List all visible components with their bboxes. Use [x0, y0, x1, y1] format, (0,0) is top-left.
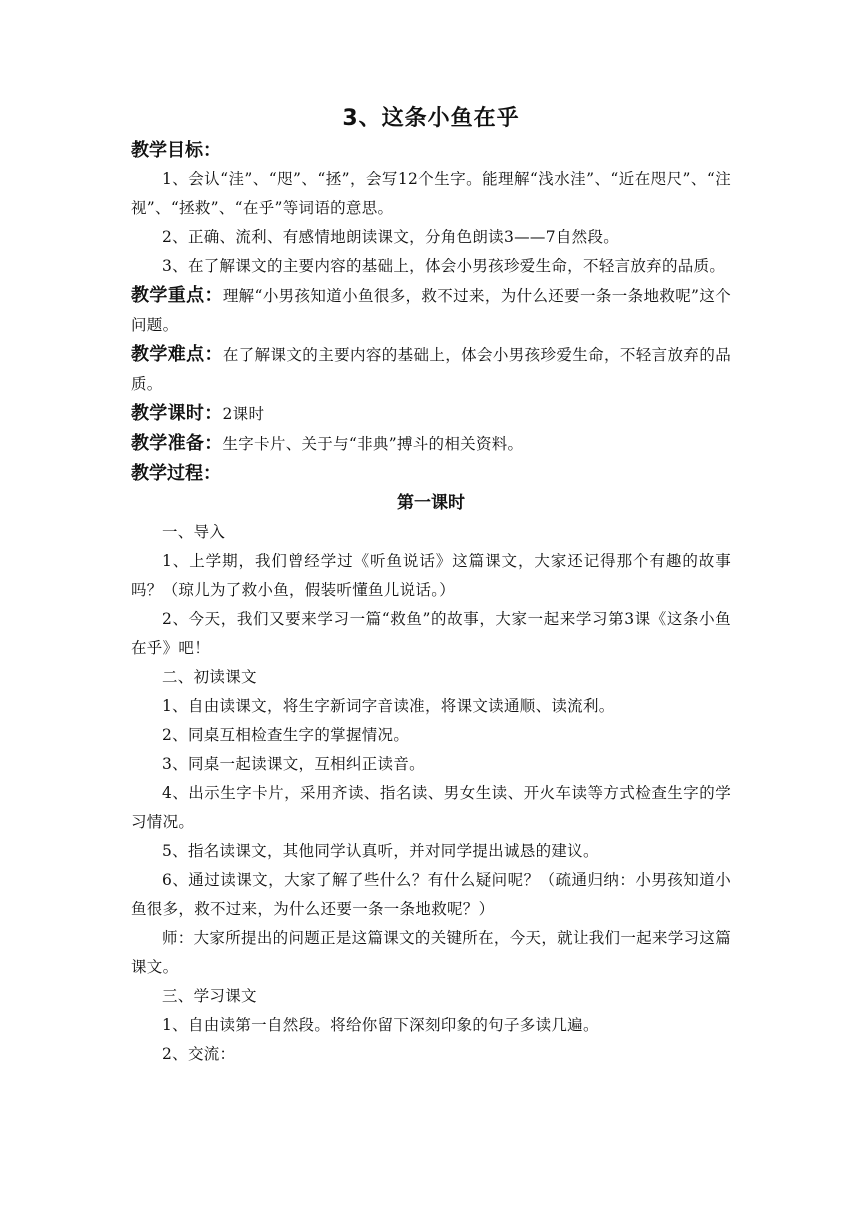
class-hours [131, 399, 731, 429]
lesson-title: 第一课时 [397, 493, 465, 513]
process-paragraph: 二、初读课文 [162, 668, 257, 686]
preparation [131, 429, 731, 459]
process-paragraph: 4、出示生字卡片，采用齐读、指名读、男女生读、开火车读等方式检查生字的学习情况。 [131, 784, 731, 831]
difficulties-label: 教学难点： [131, 344, 223, 365]
document-title: 3、这条小鱼在乎 [342, 106, 520, 131]
objectives-heading: 教学目标： [131, 140, 221, 161]
process-paragraph: 3、同桌一起读课文，互相纠正读音。 [162, 755, 425, 773]
process-paragraph: 6、通过读课文，大家了解了些什么？有什么疑问呢？（疏通归纳：小男孩知道小鱼很多，救不过来，为什么还要一条一条地救呢？） [131, 871, 731, 918]
preparation-text: 生字卡片、关于与“非典”搏斗的相关资料。 [222, 435, 524, 453]
process-paragraph: 2、今天，我们又要来学习一篇“救鱼”的故事，大家一起来学习第3课《这条小鱼在乎》吧！ [131, 610, 731, 657]
process-paragraph: 1、自由读第一自然段。将给你留下深刻印象的句子多读几遍。 [162, 1016, 599, 1034]
process-paragraph: 师：大家所提出的问题正是这篇课文的关键所在，今天，就让我们一起来学习这篇课文。 [131, 929, 731, 976]
process-paragraph: 2、交流： [162, 1045, 236, 1063]
class-hours-text: 2课时 [222, 405, 265, 423]
process-paragraph: 1、自由读课文，将生字新词字音读准，将课文读通顺、读流利。 [162, 697, 615, 715]
key-points-text: 理解“小男孩知道小鱼很多，救不过来，为什么还要一条一条地救呢”这个问题。 [131, 287, 731, 334]
process-paragraph: 5、指名读课文，其他同学认真听，并对同学提出诚恳的建议。 [162, 842, 599, 860]
process-paragraph: 一、导入 [162, 523, 226, 541]
class-hours-label: 教学课时： [131, 403, 223, 424]
difficulties [131, 340, 731, 399]
objective-item: 2、正确、流利、有感情地朗读课文，分角色朗读3——7自然段。 [162, 228, 620, 246]
process-heading: 教学过程： [131, 463, 221, 484]
preparation-label: 教学准备： [131, 433, 223, 454]
document-content [131, 104, 731, 1069]
process-paragraph: 2、同桌互相检查生字的掌握情况。 [162, 726, 410, 744]
process-paragraph: 三、学习课文 [162, 987, 257, 1005]
key-points [131, 281, 731, 340]
process-paragraph: 1、上学期，我们曾经学过《听鱼说话》这篇课文，大家还记得那个有趣的故事吗？（琼儿为了救小鱼，假装听懂鱼儿说话。） [131, 552, 731, 599]
objective-item: 1、会认“洼”、“咫”、“拯”，会写12个生字。能理解“浅水洼”、“近在咫尺”、“注视”、“拯救”、“在乎”等词语的意思。 [131, 170, 731, 217]
key-points-label: 教学重点： [131, 285, 223, 306]
difficulties-text: 在了解课文的主要内容的基础上，体会小男孩珍爱生命，不轻言放弃的品质。 [131, 346, 731, 393]
objective-item: 3、在了解课文的主要内容的基础上，体会小男孩珍爱生命，不轻言放弃的品质。 [162, 257, 726, 275]
